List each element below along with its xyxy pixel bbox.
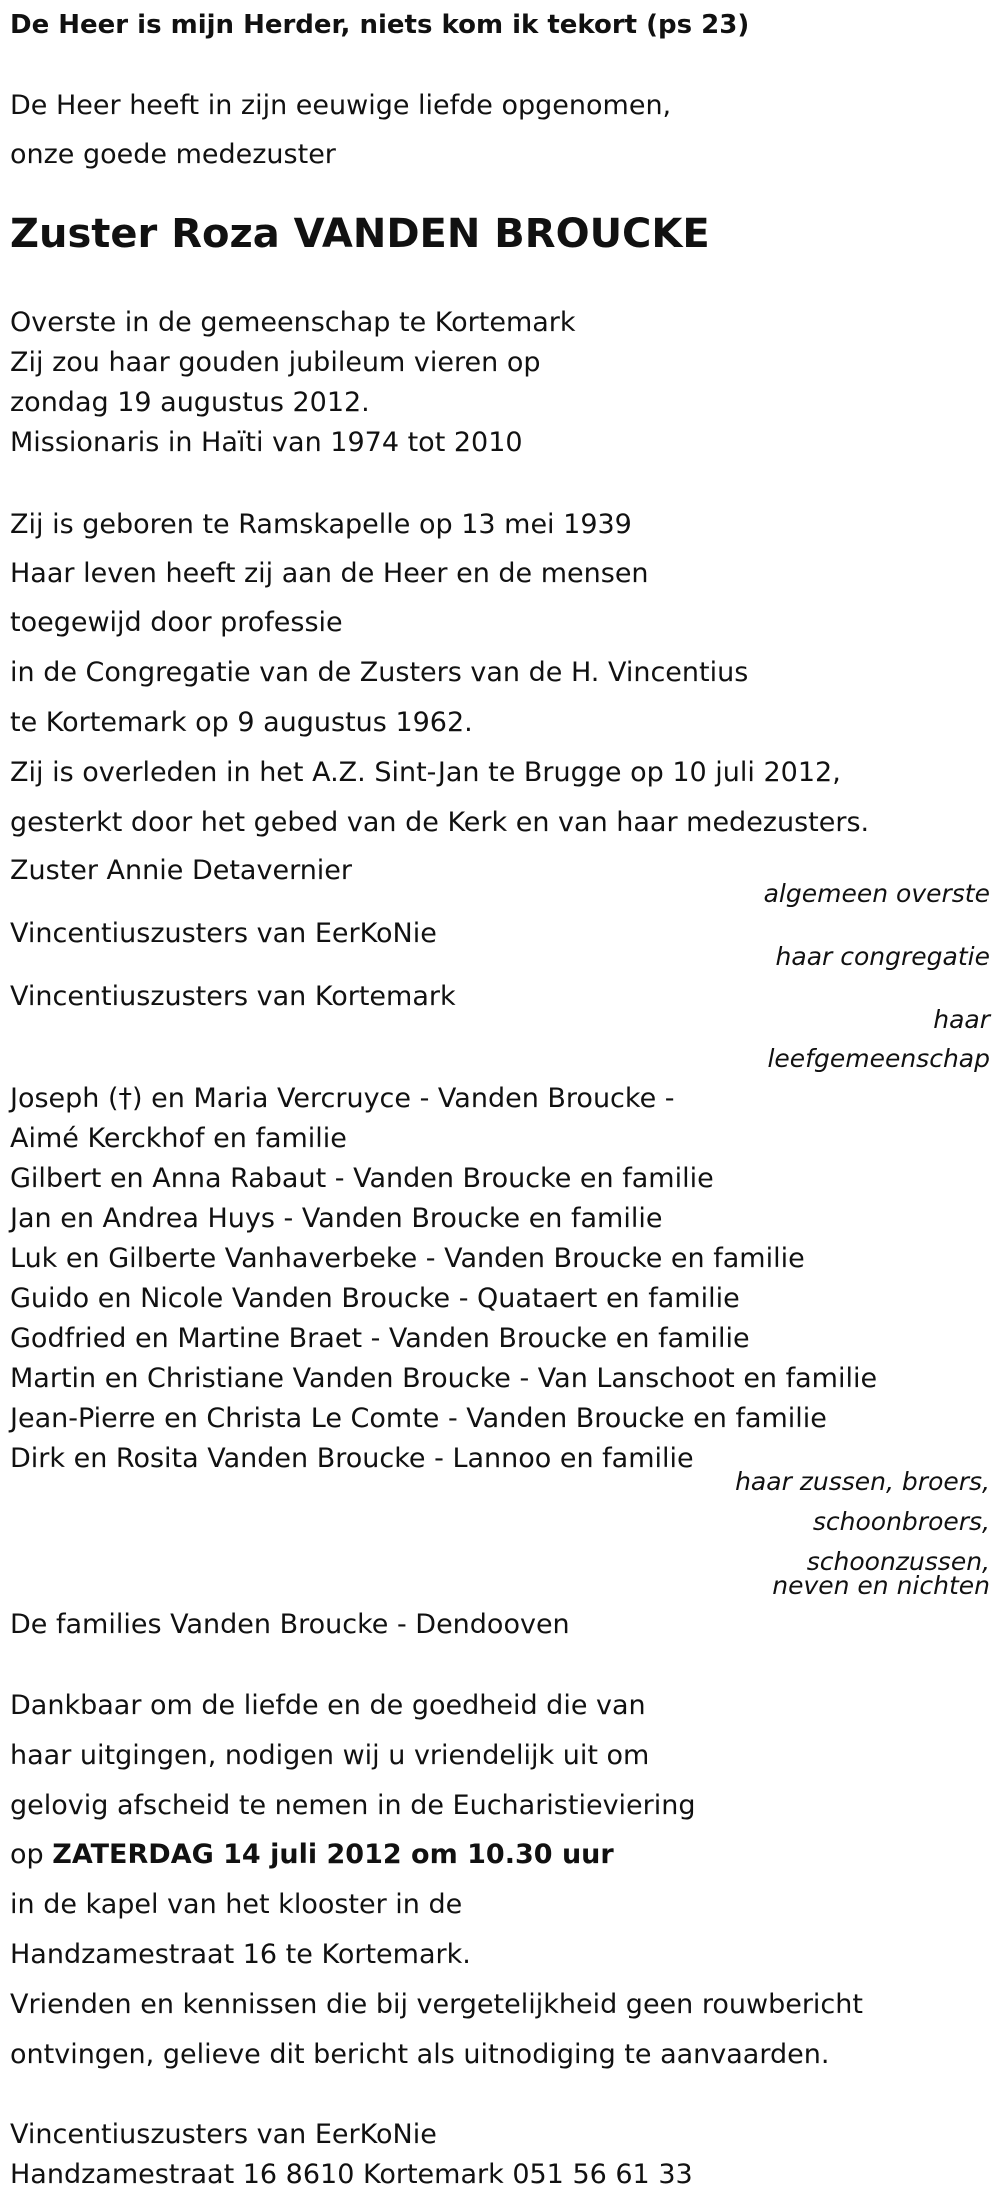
service-date: ZATERDAG 14 juli 2012 om 10.30 uur — [52, 1839, 614, 1870]
role-line: Zij zou haar gouden jubileum vieren op — [10, 347, 541, 378]
family-line: Guido en Nicole Vanden Broucke - Quataert en familie — [10, 1283, 740, 1314]
contact-line: Vincentiuszusters van EerKoNie — [10, 2119, 437, 2150]
mourner-relation: algemeen overste — [763, 879, 990, 908]
family-relation: schoonbroers, — [812, 1507, 990, 1536]
family-line: Jean-Pierre en Christa Le Comte - Vanden Broucke en familie — [10, 1403, 827, 1434]
families-line: De families Vanden Broucke - Dendooven — [10, 1609, 570, 1640]
mourner-name: Vincentiuszusters van EerKoNie — [10, 918, 437, 949]
family-line: Aimé Kerckhof en familie — [10, 1123, 347, 1154]
mourner-relation: leefgemeenschap — [767, 1044, 990, 1073]
family-relation: schoonzussen, — [806, 1547, 990, 1576]
invitation-line: in de kapel van het klooster in de — [10, 1889, 463, 1920]
role-line: zondag 19 augustus 2012. — [10, 387, 370, 418]
role-line: Overste in de gemeenschap te Kortemark — [10, 307, 576, 338]
family-line: Gilbert en Anna Rabaut - Vanden Broucke en familie — [10, 1163, 714, 1194]
invitation-line: ontvingen, gelieve dit bericht als uitnodiging te aanvaarden. — [10, 2039, 830, 2070]
biography-line: Zij is overleden in het A.Z. Sint-Jan te Brugge op 10 juli 2012, — [10, 757, 841, 788]
contact-line: Handzamestraat 16 8610 Kortemark 051 56 61 33 — [10, 2159, 693, 2190]
intro-line: onze goede medezuster — [10, 139, 336, 170]
mourner-name: Zuster Annie Detavernier — [10, 855, 353, 886]
role-line: Missionaris in Haïti van 1974 tot 2010 — [10, 427, 523, 458]
invitation-line: Vrienden en kennissen die bij vergetelijkheid geen rouwbericht — [10, 1989, 863, 2020]
invitation-line: Handzamestraat 16 te Kortemark. — [10, 1939, 471, 1970]
intro-line: De Heer heeft in zijn eeuwige liefde opgenomen, — [10, 90, 672, 121]
invitation-date-line — [10, 1838, 614, 1872]
family-line: Joseph (†) en Maria Vercruyce - Vanden Broucke - — [10, 1083, 675, 1114]
date-prefix: op — [10, 1839, 53, 1870]
family-relation: haar zussen, broers, — [735, 1467, 990, 1496]
invitation-line: Dankbaar om de liefde en de goedheid die van — [10, 1690, 646, 1721]
biography-line: in de Congregatie van de Zusters van de H. Vincentius — [10, 657, 749, 688]
family-line: Godfried en Martine Braet - Vanden Broucke en familie — [10, 1323, 750, 1354]
biography-line: toegewijd door professie — [10, 607, 343, 638]
biography-line: Zij is geboren te Ramskapelle op 13 mei 1939 — [10, 509, 632, 540]
biography-line: Haar leven heeft zij aan de Heer en de mensen — [10, 558, 649, 589]
family-line: Martin en Christiane Vanden Broucke - Van Lanschoot en familie — [10, 1363, 878, 1394]
mourner-relation: haar — [933, 1005, 990, 1034]
biography-line: gesterkt door het gebed van de Kerk en van haar medezusters. — [10, 807, 870, 838]
family-line: Luk en Gilberte Vanhaverbeke - Vanden Broucke en familie — [10, 1243, 805, 1274]
deceased-name: Zuster Roza VANDEN BROUCKE — [10, 211, 710, 257]
family-line: Jan en Andrea Huys - Vanden Broucke en familie — [10, 1203, 663, 1234]
mourner-name: Vincentiuszusters van Kortemark — [10, 981, 456, 1012]
family-line: Dirk en Rosita Vanden Broucke - Lannoo en familie — [10, 1443, 694, 1474]
family-relation: neven en nichten — [772, 1571, 990, 1600]
biography-line: te Kortemark op 9 augustus 1962. — [10, 707, 473, 738]
psalm-header: De Heer is mijn Herder, niets kom ik tekort (ps 23) — [10, 10, 750, 40]
mourner-relation: haar congregatie — [775, 942, 990, 971]
invitation-line: gelovig afscheid te nemen in de Eucharistieviering — [10, 1790, 696, 1821]
invitation-line: haar uitgingen, nodigen wij u vriendelijk uit om — [10, 1740, 650, 1771]
